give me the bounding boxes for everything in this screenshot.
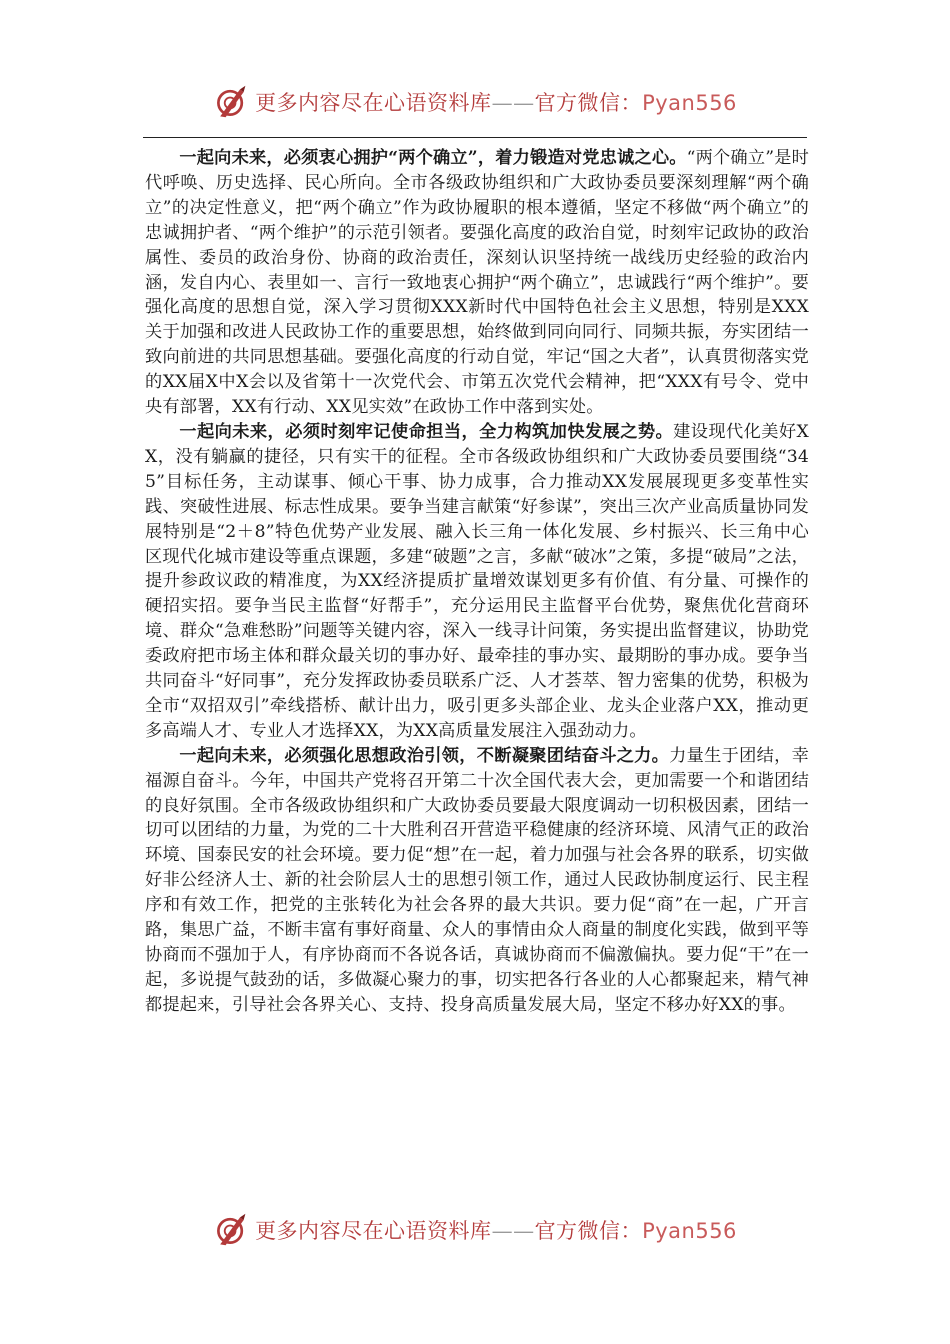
banner-separator: —— xyxy=(491,1219,535,1243)
banner-contact-id: Pyan556 xyxy=(642,1219,737,1243)
header-banner-inner xyxy=(213,84,737,120)
document-body xyxy=(145,146,809,1018)
header-divider xyxy=(143,137,807,138)
banner-separator: —— xyxy=(491,91,535,115)
paragraph-2-lead: 一起向未来，必须时刻牢记使命担当，全力构筑加快发展之势。 xyxy=(179,421,674,442)
banner-contact-label: 官方微信： xyxy=(534,91,643,115)
banner-contact-label: 官方微信： xyxy=(534,1219,643,1243)
header-banner xyxy=(0,80,950,124)
banner-main-text: 更多内容尽在心语资料库 xyxy=(255,91,492,115)
paragraph-3-lead: 一起向未来，必须强化思想政治引领，不断凝聚团结奋斗之力。 xyxy=(179,745,670,766)
paragraph-2 xyxy=(145,420,809,744)
paragraph-3 xyxy=(145,744,809,1018)
header-banner-text xyxy=(255,87,737,117)
paragraph-1-lead: 一起向未来，必须衷心拥护“两个确立”，着力锻造对党忠诚之心。 xyxy=(179,148,687,168)
footer-banner xyxy=(0,1208,950,1252)
banner-main-text: 更多内容尽在心语资料库 xyxy=(255,1219,492,1243)
quill-logo-icon xyxy=(213,1212,249,1248)
paragraph-3-body: 力量生于团结，幸福源自奋斗。今年，中国共产党将召开第二十次全国代表大会，更加需要一个和谐团结的良好氛围。全市各级政协组织和广大政协委员要最大限度调动一切积极因素，团结一切可以团结的力量，为党的二十大胜利召开营造平稳健康的经济环境、风清气正的政治环境、国泰民安的社会环境。要力促“想”在一起，着力加强与社会各界的联系，切实做好非公经济人士、新的社会阶层人士的思想引领工作，通过人民政协制度运行、民主程序和有效工作，把党的主张转化为社会各界的最大共识。要力促“商”在一起，广开言路，集思广益，不断丰富有事好商量、众人的事情由众人商量的制度化实践，做到平等协商而不强加于人，有序协商而不各说各话，真诚协商而不偏激偏执。要力促“干”在一起，多说提气鼓劲的话，多做凝心聚力的事，切实把各行各业的人心都聚起来，精气神都提起来，引导社会各界关心、支持、投身高质量发展大局，坚定不移办好XX的事。 xyxy=(145,745,809,1015)
banner-contact-id: Pyan556 xyxy=(642,91,737,115)
footer-banner-text xyxy=(255,1215,737,1245)
quill-logo-icon xyxy=(213,84,249,120)
footer-banner-inner xyxy=(213,1212,737,1248)
paragraph-1-body: “两个确立”是时代呼唤、历史选择、民心所向。全市各级政协组织和广大政协委员要深刻理解“两个确立”的决定性意义，把“两个确立”作为政协履职的根本遵循，坚定不移做“两个确立”的忠诚拥护者、“两个维护”的示范引领者。要强化高度的政治自觉，时刻牢记政协的政治属性、委员的政治身份、协商的政治责任，深刻认识坚持统一战线历史经验的政治内涵，发自内心、表里如一、言行一致地衷心拥护“两个确立”，忠诚践行“两个维护”。要强化高度的思想自觉，深入学习贯彻XXX新时代中国特色社会主义思想，特别是XXX关于加强和改进人民政协工作的重要思想，始终做到同向同行、同频共振，夯实团结一致向前进的共同思想基础。要强化高度的行动自觉，牢记“国之大者”，认真贯彻落实党的XX届X中X会以及省第十一次党代会、市第五次党代会精神，把“XXX有号令、党中央有部署，XX有行动、XX见实效”在政协工作中落到实处。 xyxy=(145,148,809,418)
paragraph-1 xyxy=(145,146,809,420)
paragraph-2-body: 建设现代化美好XX，没有躺赢的捷径，只有实干的征程。全市各级政协组织和广大政协委员要围绕“345”目标任务，主动谋事、倾心干事、协力成事，合力推动XX发展展现更多变革性实践、突破性进展、标志性成果。要争当建言献策“好参谋”，突出三次产业高质量协同发展特别是“2＋8”特色优势产业发展、融入长三角一体化发展、乡村振兴、长三角中心区现代化城市建设等重点课题，多建“破题”之言，多献“破冰”之策，多提“破局”之法，提升参政议政的精准度，为XX经济提质扩量增效谋划更多有价值、有分量、可操作的硬招实招。要争当民主监督“好帮手”，充分运用民主监督平台优势，聚焦优化营商环境、群众“急难愁盼”问题等关键内容，深入一线寻计问策，务实提出监督建议，协助党委政府把市场主体和群众最关切的事办好、最牵挂的事办实、最期盼的事办成。要争当共同奋斗“好同事”，充分发挥政协委员联系广泛、人才荟萃、智力密集的优势，积极为全市“双招双引”牵线搭桥、献计出力，吸引更多头部企业、龙头企业落户XX，推动更多高端人才、专业人才选择XX，为XX高质量发展注入强劲动力。 xyxy=(145,421,809,741)
